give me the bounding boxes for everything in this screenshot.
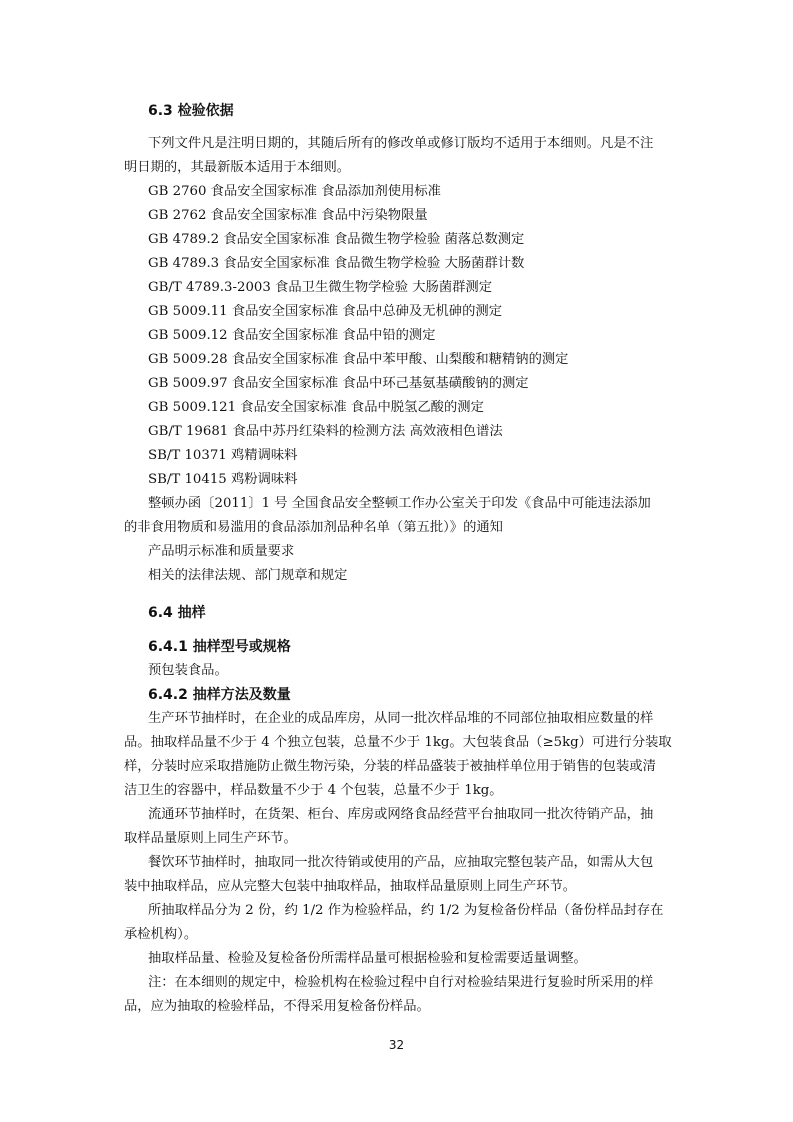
- paragraph-line: 所抽取样品分为 2 份，约 1/2 作为检验样品，约 1/2 为复检备份样品（备份样品封存在: [148, 903, 664, 918]
- section-6-4-heading: 6.4 抽样: [148, 605, 206, 621]
- note-line-1: 注：在本细则的规定中，检验机构在检验过程中自行对检验结果进行复验时所采用的样: [148, 975, 654, 990]
- reference-extra-1: 产品明示标准和质量要求: [148, 544, 295, 559]
- standard-item: GB 2760 食品安全国家标准 食品添加剂使用标准: [148, 184, 441, 199]
- section-6-4-2-heading: 6.4.2 抽样方法及数量: [148, 687, 291, 703]
- standard-item: GB 5009.121 食品安全国家标准 食品中脱氢乙酸的测定: [148, 400, 484, 415]
- paragraph-line: 洁卫生的容器中，样品数量不少于 4 个包装，总量不少于 1kg。: [124, 783, 503, 798]
- standard-item: GB 2762 食品安全国家标准 食品中污染物限量: [148, 208, 428, 223]
- paragraph-line: 生产环节抽样时，在企业的成品库房，从同一批次样品堆的不同部位抽取相应数量的样: [148, 711, 654, 726]
- paragraph-line: 流通环节抽样时，在货架、柜台、库房或网络食品经营平台抽取同一批次待销产品，抽: [148, 807, 654, 822]
- section-6-3-heading: 6.3 检验依据: [148, 103, 234, 119]
- paragraph-line: 抽取样品量、检验及复检备份所需样品量可根据检验和复检需要适量调整。: [148, 951, 587, 966]
- notice-line-1: 整顿办函〔2011〕1 号 全国食品安全整顿工作办公室关于印发《食品中可能违法添加: [148, 496, 651, 511]
- page-number: 32: [388, 1038, 405, 1052]
- standard-item: GB 4789.2 食品安全国家标准 食品微生物学检验 菌落总数测定: [148, 232, 525, 247]
- section-6-4-1-heading: 6.4.1 抽样型号或规格: [148, 639, 291, 655]
- reference-extra-2: 相关的法律法规、部门规章和规定: [148, 568, 348, 583]
- paragraph-line: 取样品量原则上同生产环节。: [124, 831, 297, 846]
- section-6-4-1-text: 预包装食品。: [148, 663, 228, 678]
- standard-item: GB 4789.3 食品安全国家标准 食品微生物学检验 大肠菌群计数: [148, 256, 525, 271]
- paragraph-line: 承检机构）。: [124, 927, 198, 942]
- note-line-2: 品，应为抽取的检验样品，不得采用复检备份样品。: [124, 999, 430, 1014]
- standard-item: GB 5009.97 食品安全国家标准 食品中环己基氨基磺酸钠的测定: [148, 376, 529, 391]
- paragraph-line: 品。抽取样品量不少于 4 个独立包装，总量不少于 1kg。大包装食品（≥5kg）可进行分装取: [124, 735, 672, 750]
- standard-item: SB/T 10371 鸡精调味料: [148, 448, 298, 463]
- standard-item: GB 5009.12 食品安全国家标准 食品中铅的测定: [148, 328, 436, 343]
- paragraph-line: 餐饮环节抽样时，抽取同一批次待销或使用的产品，应抽取完整包装产品，如需从大包: [148, 855, 654, 870]
- standard-item: SB/T 10415 鸡粉调味料: [148, 472, 298, 487]
- standard-item: GB 5009.11 食品安全国家标准 食品中总砷及无机砷的测定: [148, 304, 502, 319]
- intro-line-2: 明日期的，其最新版本适用于本细则。: [124, 160, 351, 175]
- standard-item: GB 5009.28 食品安全国家标准 食品中苯甲酸、山梨酸和糖精钠的测定: [148, 352, 569, 367]
- paragraph-line: 装中抽取样品，应从完整大包装中抽取样品，抽取样品量原则上同生产环节。: [124, 879, 577, 894]
- paragraph-line: 样，分装时应采取措施防止微生物污染，分装的样品盛装于被抽样单位用于销售的包装或清: [124, 759, 656, 774]
- intro-line-1: 下列文件凡是注明日期的，其随后所有的修改单或修订版均不适用于本细则。凡是不注: [148, 136, 654, 151]
- standard-item: GB/T 4789.3-2003 食品卫生微生物学检验 大肠菌群测定: [148, 280, 493, 295]
- notice-line-2: 的非食用物质和易滥用的食品添加剂品种名单（第五批）》的通知: [124, 520, 503, 535]
- standard-item: GB/T 19681 食品中苏丹红染料的检测方法 高效液相色谱法: [148, 424, 503, 439]
